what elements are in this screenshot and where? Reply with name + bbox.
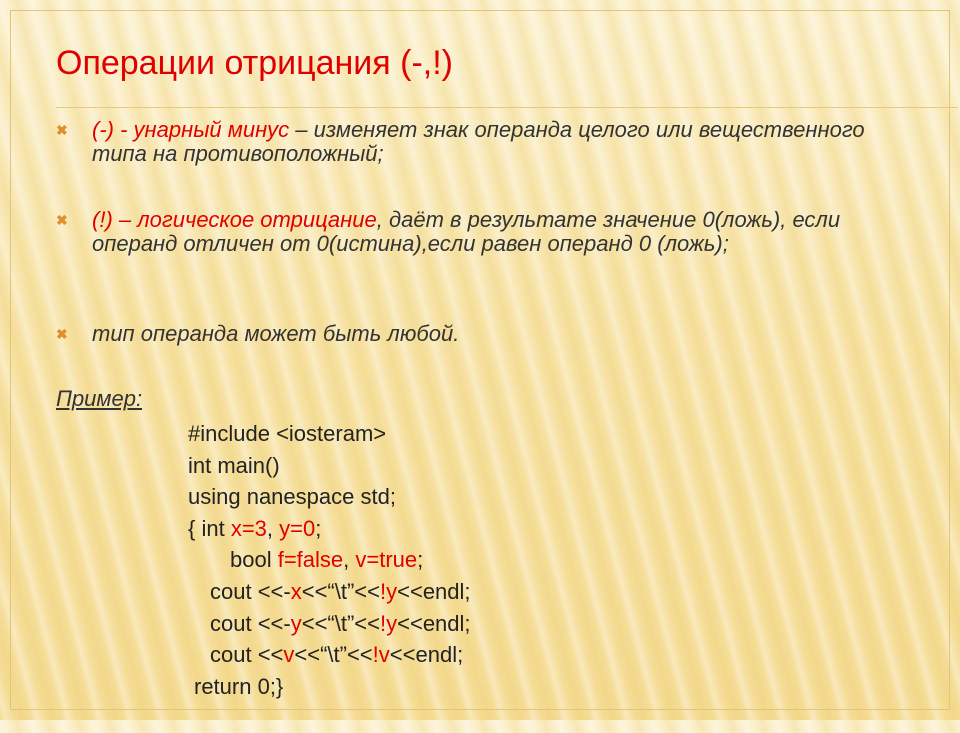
code-token: <<“\t”<<	[301, 611, 380, 636]
code-line	[210, 608, 471, 640]
code-token: v	[283, 642, 295, 667]
code-block	[0, 418, 471, 733]
bullet-item-logical-not	[56, 208, 892, 256]
code-token: <<endl;	[397, 611, 471, 636]
slide-title: Операции отрицания (-,!)	[56, 44, 453, 82]
bullet-item-unary-minus	[56, 118, 892, 166]
code-token: y=0	[279, 516, 316, 541]
bullet-text: – изменяет знак операнда целого или вещественного типа на противоположный;	[92, 117, 865, 166]
code-token: ;	[417, 547, 424, 572]
code-token: x=3	[230, 516, 267, 541]
code-line	[188, 513, 321, 545]
bullet-highlight: (-) - унарный минус	[92, 117, 290, 142]
code-token: y	[290, 611, 302, 636]
code-token: x	[290, 579, 302, 604]
code-token: cout <<-	[210, 579, 291, 604]
code-line: return 0;}	[194, 674, 284, 699]
x-bullet-icon: ✖	[56, 212, 68, 228]
code-token: { int	[188, 516, 231, 541]
code-token: <<endl;	[389, 642, 464, 667]
code-token: !y	[380, 579, 398, 604]
code-token: ;	[315, 516, 322, 541]
bullet-item-operand-type	[56, 322, 892, 346]
code-line: using nanespace std;	[188, 484, 396, 509]
code-token: cout <<-	[210, 611, 291, 636]
code-token: <<“\t”<<	[294, 642, 373, 667]
code-token: !y	[380, 611, 398, 636]
code-token: <<“\t”<<	[301, 579, 380, 604]
code-token: ,	[343, 547, 356, 572]
x-bullet-icon: ✖	[56, 122, 68, 138]
bullet-text: , даёт в результате значение 0(ложь), если операнд отличен от 0(истина),если равен операнд 0 (ложь);	[92, 207, 841, 256]
slide-frame	[10, 10, 950, 710]
code-token: bool	[230, 547, 278, 572]
title-divider	[56, 107, 958, 108]
code-token: !v	[372, 642, 390, 667]
code-line	[230, 544, 423, 576]
x-bullet-icon: ✖	[56, 326, 68, 342]
code-token: <<endl;	[397, 579, 471, 604]
code-line: int main()	[188, 453, 280, 478]
code-token: f=false	[277, 547, 344, 572]
bullet-highlight: (!) – логическое отрицание	[92, 207, 377, 232]
bullet-text: тип операнда может быть любой.	[92, 321, 460, 346]
code-line	[210, 639, 463, 671]
example-label: Пример:	[56, 386, 143, 411]
code-token: ,	[266, 516, 280, 541]
code-token: v=true	[355, 547, 418, 572]
code-line	[210, 576, 471, 608]
code-line: #include <iosteram>	[188, 421, 387, 446]
code-token: cout <<	[210, 642, 284, 667]
